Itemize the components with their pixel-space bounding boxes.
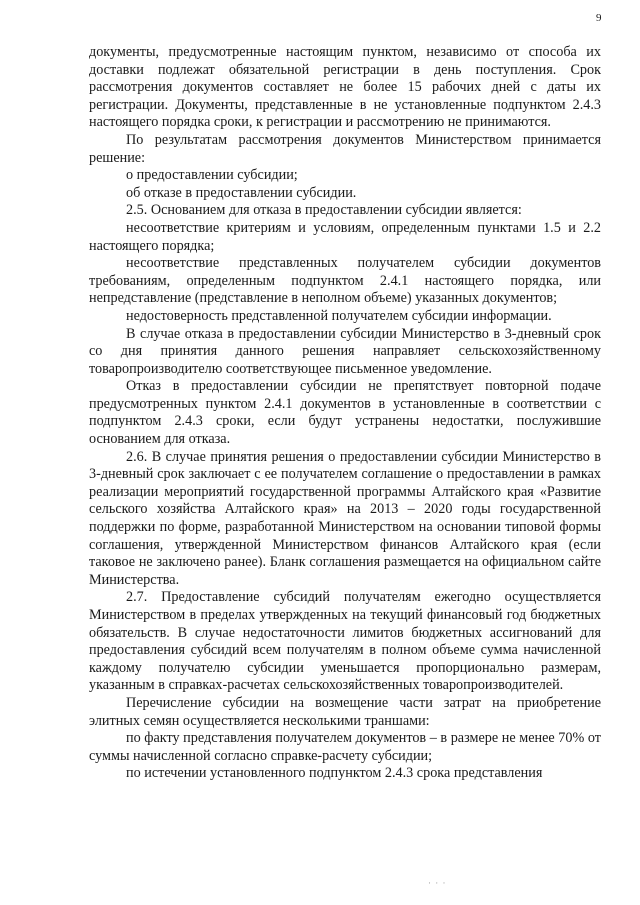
paragraph-decision-grant: о предоставлении субсидии;	[126, 167, 298, 184]
paragraph-tranche-first: по факту представления получателем документов – в размере не менее 70% от суммы начисленной согласно справке-расчету субсидии;	[89, 730, 601, 764]
paragraph-decision-intro: По результатам рассмотрения документов Министерством принимается решение:	[89, 131, 601, 166]
paragraph-refusal-notice: В случае отказа в предоставлении субсидии Министерство в 3-дневный срок со дня принятия данного решения направляет сельскохозяйственному товаропроизводителю соответствующее письменное уведомление.	[89, 325, 601, 377]
paragraph-tranche-second: по истечении установленного подпунктом 2.4.3 срока представления	[126, 765, 543, 782]
paragraph-refusal-unreliable: недостоверность представленной получателем субсидии информации.	[126, 307, 552, 324]
paragraph-documents-registration: документы, предусмотренные настоящим пунктом, независимо от способа их доставки подлежат обязательной регистрации в день поступления. Срок рассмотрения документов составляет не более 15 рабочих дней с даты их регистрации. Документы, представленные в не установленные подпунктом 2.4.3 настоящего порядка сроки, к регистрации и рассмотрению не принимаются.	[89, 44, 601, 131]
paragraph-refusal-documents: несоответствие представленных получателем субсидии документов требованиям, определенным подпунктом 2.4.1 настоящего порядка, или непредставление (представление в неполном объеме) указанных документов;	[89, 255, 601, 307]
paragraph-decision-refuse: об отказе в предоставлении субсидии.	[126, 184, 357, 201]
paragraph-resubmission: Отказ в предоставлении субсидии не препятствует повторной подаче предусмотренных пунктом 2.4.1 документов в установленные в соответствии с подпунктом 2.4.3 сроки, если будут устранены недостатки, послужившие основанием для отказа.	[89, 378, 601, 448]
paragraph-transfer-tranches: Перечисление субсидии на возмещение части затрат на приобретение элитных семян осуществляется несколькими траншами:	[89, 694, 601, 729]
page-number: 9	[596, 12, 602, 24]
paragraph-2-5-heading: 2.5. Основанием для отказа в предоставлении субсидии является:	[126, 202, 522, 219]
paragraph-2-7-provision: 2.7. Предоставление субсидий получателям ежегодно осуществляется Министерством в пределах утвержденных на текущий финансовый год бюджетных обязательств. В случае недостаточности лимитов бюджетных ассигнований для предоставления субсидий всем получателям в полном объеме сумма начисленной каждому получателю субсидии уменьшается пропорционально размерам, указанным в справках-расчетах сельскохозяйственных товаропроизводителей.	[89, 589, 601, 694]
paragraph-refusal-criteria: несоответствие критериям и условиям, определенным пунктами 1.5 и 2.2 настоящего порядка;	[89, 219, 601, 254]
scan-artifact-dots: · · ·	[428, 878, 447, 888]
document-body	[89, 44, 601, 783]
paragraph-2-6-agreement: 2.6. В случае принятия решения о предоставлении субсидии Министерство в 3-дневный срок заключает с ее получателем соглашение о предоставлении в рамках реализации мероприятий государственной программы Алтайского края «Развитие сельского хозяйства Алтайского края» на 2013 – 2020 годы государственной поддержки по форме, разработанной Министерством на основании типовой формы соглашения, утвержденной Министерством финансов Алтайского края (если таковое не заключено ранее). Бланк соглашения размещается на официальном сайте Министерства.	[89, 448, 601, 588]
